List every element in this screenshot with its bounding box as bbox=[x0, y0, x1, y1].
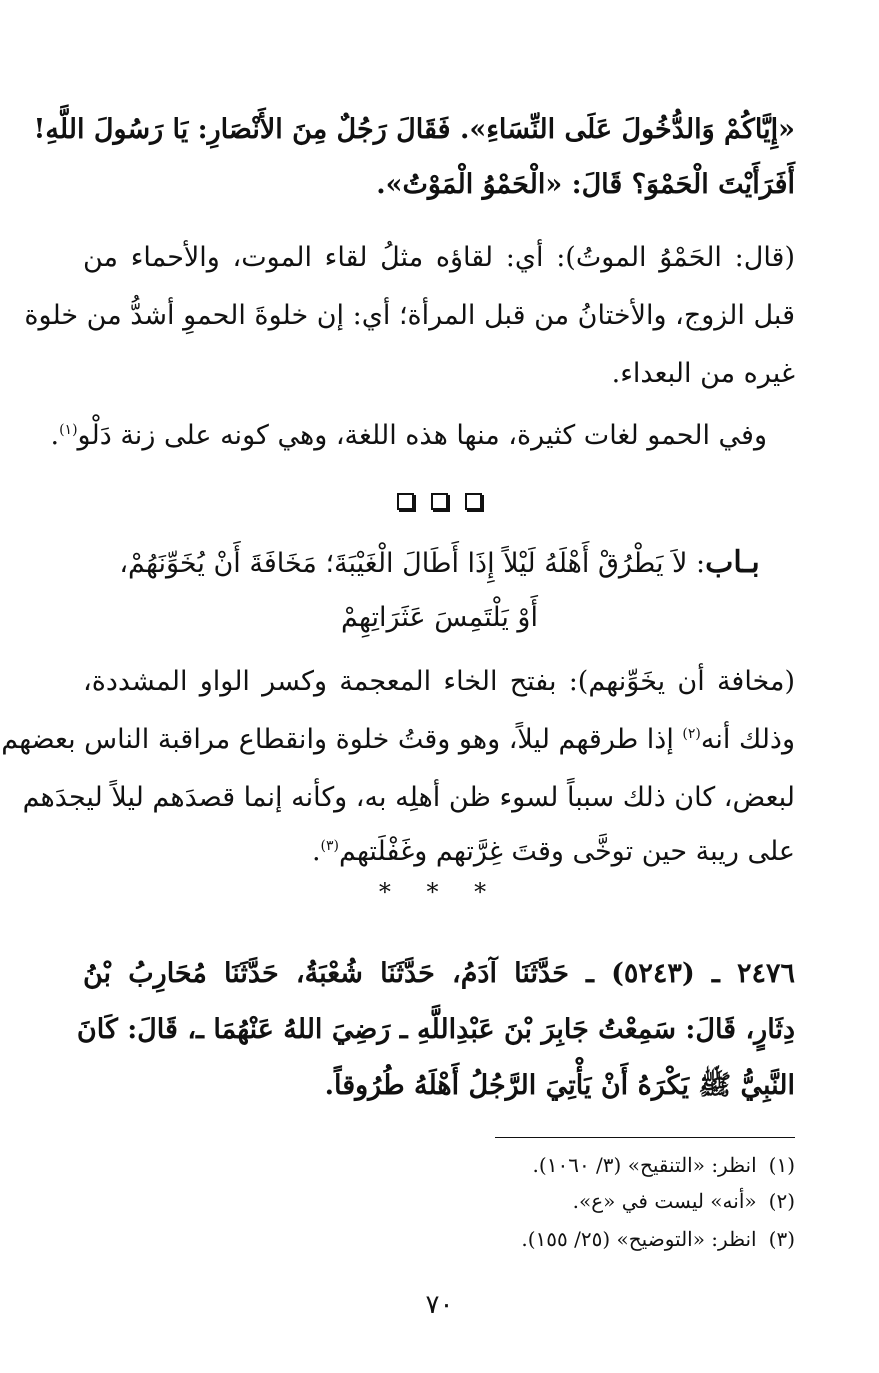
commentary-2 bbox=[50, 414, 767, 458]
commentary-3-line-3: لبعض، كان ذلك سبباً لسوء ظن أهلِه به، وكأنه إنما قصدَهم ليلاً ليجدَهم bbox=[22, 782, 795, 813]
footnote-number: (٢) bbox=[768, 1189, 795, 1213]
commentary-1-line-3: غيره من البعداء. bbox=[611, 358, 795, 389]
commentary-3-line-2 bbox=[1, 718, 795, 762]
section-ornament bbox=[0, 493, 879, 510]
commentary-1-line-1: (قال: الحَمْوُ الموتُ): أي: لقاؤه مثلُ لقاء الموت، والأحماء من bbox=[83, 242, 795, 273]
commentary-3-line-1: (مخافة أن يخَوِّنهم): بفتح الخاء المعجمة وكسر الواو المشددة، bbox=[83, 666, 795, 697]
footnote-1 bbox=[83, 1150, 795, 1180]
commentary-2-text: وفي الحمو لغات كثيرة، منها هذه اللغة، وهي كونه على زنة دَلْو bbox=[77, 420, 767, 451]
hadith-top-line-1: «إِيَّاكُمْ وَالدُّخُولَ عَلَى النِّسَاءِ». فَقَالَ رَجُلٌ مِنَ الأَنْصَارِ: يَا رَسُولَ اللَّهِ! bbox=[33, 114, 795, 145]
footnote-text: «أنه» ليست في «ع». bbox=[572, 1189, 757, 1213]
footnote-divider bbox=[495, 1137, 795, 1138]
chapter-label: بـاب bbox=[705, 545, 760, 580]
footnote-2 bbox=[83, 1186, 795, 1216]
ornament-square-icon bbox=[431, 493, 448, 510]
footnote-3 bbox=[83, 1224, 795, 1254]
star-separator: * * * bbox=[378, 878, 501, 906]
chapter-heading-line-1 bbox=[0, 541, 879, 585]
commentary-3-line-4a: على ريبة حين توخَّى وقتَ غِرَّتهم وغَفْلَتهم bbox=[339, 836, 795, 867]
commentary-3-line-4b: . bbox=[311, 836, 321, 867]
commentary-3-line-2b: إذا طرقهم ليلاً، وهو وقتُ خلوة وانقطاع مراقبة الناس بعضهم bbox=[1, 724, 683, 755]
hadith-top-line-2: أَفَرَأَيْتَ الْحَمْوَ؟ قَالَ: «الْحَمْوُ الْمَوْتُ». bbox=[376, 169, 795, 200]
ornament-square-icon bbox=[397, 493, 414, 510]
hadith-2476-line-2: دِثَارٍ، قَالَ: سَمِعْتُ جَابِرَ بْنَ عَبْدِاللَّهِ ـ رَضِيَ اللهُ عَنْهُمَا ـ، قَالَ: كَانَ bbox=[76, 1014, 795, 1045]
footnote-number: (١) bbox=[768, 1153, 795, 1177]
chapter-title-line-2: أَوْ يَلْتَمِسَ عَثَرَاتِهِمْ bbox=[341, 602, 538, 633]
footnote-ref-2: (٢) bbox=[682, 726, 701, 742]
commentary-2-end: . bbox=[50, 420, 60, 451]
hadith-2476-line-1: ٢٤٧٦ ـ (٥٢٤٣) ـ حَدَّثَنَا آدَمُ، حَدَّثَنَا شُعْبَةُ، حَدَّثَنَا مُحَارِبُ بْنُ bbox=[83, 958, 795, 989]
footnote-text: انظر: «التوضيح» (٢٥/ ١٥٥). bbox=[521, 1227, 757, 1251]
commentary-1-line-2: قبل الزوج، والأختانُ من قبل المرأة؛ أي: إن خلوةَ الحموِ أشدُّ من خلوة bbox=[24, 300, 795, 331]
ornament-square-icon bbox=[465, 493, 482, 510]
footnote-ref-1: (١) bbox=[59, 422, 78, 438]
footnote-ref-3: (٣) bbox=[320, 838, 339, 854]
page-number: ٧٠ bbox=[425, 1290, 454, 1320]
chapter-title-line-1: : لاَ يَطْرُقْ أَهْلَهُ لَيْلاً إِذَا أَطَالَ الْغَيْبَةَ؛ مَخَافَةَ أَنْ يُخَوِّنَهُمْ، bbox=[119, 548, 706, 579]
footnote-number: (٣) bbox=[768, 1227, 795, 1251]
footnote-text: انظر: «التنقيح» (٣/ ١٠٦٠). bbox=[532, 1153, 757, 1177]
commentary-3-line-2a: وذلك أنه bbox=[700, 724, 795, 755]
commentary-3-line-4 bbox=[83, 830, 795, 874]
hadith-2476-line-3: النَّبِيُّ ﷺ يَكْرَهُ أَنْ يَأْتِيَ الرَّجُلُ أَهْلَهُ طُرُوقاً. bbox=[324, 1070, 795, 1101]
